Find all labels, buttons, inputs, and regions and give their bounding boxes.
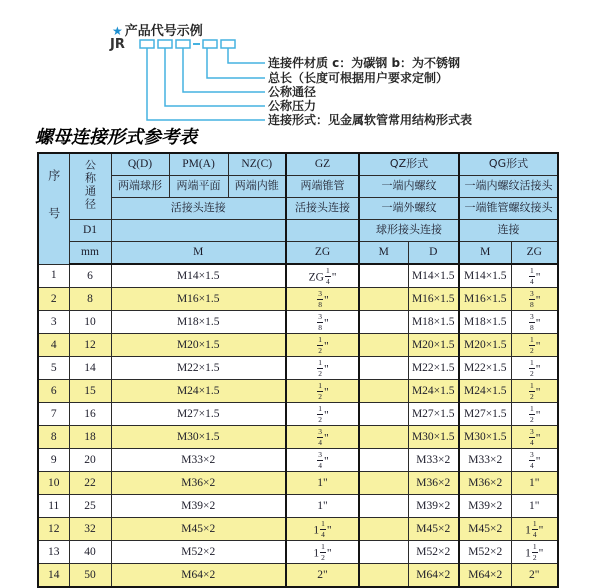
header-dn-label: 公称通径 bbox=[83, 158, 97, 211]
header-endtype-pma: 两端平面 bbox=[169, 176, 228, 198]
cell-qz-m bbox=[359, 334, 408, 357]
code-box-4 bbox=[203, 40, 217, 48]
cell-m: M45×2 bbox=[111, 518, 286, 541]
product-code-prefix: JR bbox=[110, 37, 125, 52]
header-group-qd: Q(D) bbox=[111, 153, 169, 176]
cell-gz: $\frac{1}{2}$ " bbox=[286, 380, 359, 403]
cell-qg-zg: 2" bbox=[511, 564, 558, 588]
cell-seq: 13 bbox=[38, 541, 69, 564]
code-box-5 bbox=[221, 40, 235, 48]
cell-qg-m: M22×1.5 bbox=[459, 357, 511, 380]
cell-dn: 6 bbox=[69, 264, 111, 288]
cell-qz-m bbox=[359, 449, 408, 472]
cell-qz-d: M36×2 bbox=[408, 472, 459, 495]
cell-qg-zg: 1 $\frac{1}{4}$ " bbox=[511, 518, 558, 541]
leader-line-nominal-diameter bbox=[183, 48, 265, 92]
cell-dn: 20 bbox=[69, 449, 111, 472]
cell-gz: 1" bbox=[286, 472, 359, 495]
cell-qg-m: M30×1.5 bbox=[459, 426, 511, 449]
table-row bbox=[38, 518, 558, 541]
header-conn2-qz: 球形接头连接 bbox=[359, 220, 459, 242]
header-unit-mm: mm bbox=[69, 242, 111, 265]
cell-qz-d: M18×1.5 bbox=[408, 311, 459, 334]
cell-gz: $\frac{3}{8}$ " bbox=[286, 311, 359, 334]
header-dn bbox=[69, 153, 111, 220]
cell-gz: $\frac{3}{4}$ " bbox=[286, 426, 359, 449]
cell-seq: 2 bbox=[38, 288, 69, 311]
page-title: 螺母连接形式参考表 bbox=[35, 127, 197, 147]
cell-dn: 22 bbox=[69, 472, 111, 495]
cell-seq: 10 bbox=[38, 472, 69, 495]
cell-qz-m bbox=[359, 518, 408, 541]
cell-qz-m bbox=[359, 472, 408, 495]
cell-qz-m bbox=[359, 264, 408, 288]
header-thread-qg-zg: ZG bbox=[511, 242, 558, 265]
code-box-2 bbox=[158, 40, 172, 48]
cell-m: M22×1.5 bbox=[111, 357, 286, 380]
diagram-heading bbox=[112, 20, 203, 39]
cell-qg-m: M64×2 bbox=[459, 564, 511, 588]
header-endtype-gz: 两端锥管 bbox=[286, 176, 359, 198]
cell-gz: $\frac{1}{2}$ " bbox=[286, 357, 359, 380]
table-row bbox=[38, 426, 558, 449]
cell-m: M20×1.5 bbox=[111, 334, 286, 357]
cell-gz: 1 $\frac{1}{2}$ " bbox=[286, 541, 359, 564]
cell-qg-zg: $\frac{3}{8}$ " bbox=[511, 288, 558, 311]
cell-qg-m: M24×1.5 bbox=[459, 380, 511, 403]
cell-dn: 50 bbox=[69, 564, 111, 588]
cell-dn: 18 bbox=[69, 426, 111, 449]
cell-qg-zg: $\frac{1}{2}$ " bbox=[511, 334, 558, 357]
table-row bbox=[38, 288, 558, 311]
cell-qg-m: M14×1.5 bbox=[459, 264, 511, 288]
cell-qz-d: M27×1.5 bbox=[408, 403, 459, 426]
cell-qz-m bbox=[359, 541, 408, 564]
table-header bbox=[38, 153, 558, 264]
cell-qg-zg: $\frac{3}{4}$ " bbox=[511, 426, 558, 449]
cell-m: M27×1.5 bbox=[111, 403, 286, 426]
header-conn-gz: 活接头连接 bbox=[286, 198, 359, 220]
cell-qz-d: M30×1.5 bbox=[408, 426, 459, 449]
cell-gz: ZG $\frac{1}{4}$ " bbox=[286, 264, 359, 288]
cell-qg-m: M33×2 bbox=[459, 449, 511, 472]
header-group-pma: PM(A) bbox=[169, 153, 228, 176]
header-group-qz: QZ形式 bbox=[359, 153, 459, 176]
cell-m: M33×2 bbox=[111, 449, 286, 472]
header-group-gz: GZ bbox=[286, 153, 359, 176]
code-label-connection-type: 连接形式：见金属软管常用结构形式表 bbox=[268, 113, 473, 127]
cell-gz: $\frac{1}{2}$ " bbox=[286, 334, 359, 357]
cell-m: M14×1.5 bbox=[111, 264, 286, 288]
header-endtype-qz: 一端内螺纹 bbox=[359, 176, 459, 198]
cell-qg-zg: 1" bbox=[511, 472, 558, 495]
cell-dn: 40 bbox=[69, 541, 111, 564]
table-row bbox=[38, 357, 558, 380]
cell-qz-m bbox=[359, 380, 408, 403]
cell-seq: 4 bbox=[38, 334, 69, 357]
cell-qg-zg: $\frac{1}{4}$ " bbox=[511, 264, 558, 288]
cell-qz-m bbox=[359, 495, 408, 518]
cell-m: M36×2 bbox=[111, 472, 286, 495]
cell-qg-m: M27×1.5 bbox=[459, 403, 511, 426]
table-row bbox=[38, 495, 558, 518]
cell-gz: 1" bbox=[286, 495, 359, 518]
header-d1: D1 bbox=[69, 220, 111, 242]
table-row bbox=[38, 403, 558, 426]
cell-qz-d: M22×1.5 bbox=[408, 357, 459, 380]
cell-seq: 3 bbox=[38, 311, 69, 334]
cell-dn: 25 bbox=[69, 495, 111, 518]
cell-qg-m: M45×2 bbox=[459, 518, 511, 541]
cell-m: M64×2 bbox=[111, 564, 286, 588]
cell-qg-zg: $\frac{3}{4}$ " bbox=[511, 449, 558, 472]
header-endtype-nzc: 两端内锥 bbox=[228, 176, 286, 198]
cell-seq: 11 bbox=[38, 495, 69, 518]
header-conn-union: 活接头连接 bbox=[111, 198, 286, 220]
cell-dn: 16 bbox=[69, 403, 111, 426]
cell-gz: $\frac{3}{8}$ " bbox=[286, 288, 359, 311]
table-row bbox=[38, 472, 558, 495]
header-thread-m: M bbox=[111, 242, 286, 265]
cell-qg-m: M18×1.5 bbox=[459, 311, 511, 334]
cell-qg-zg: 1 $\frac{1}{2}$ " bbox=[511, 541, 558, 564]
cell-m: M24×1.5 bbox=[111, 380, 286, 403]
cell-gz: $\frac{1}{2}$ " bbox=[286, 403, 359, 426]
header-endtype-qg: 一端内螺纹活接头 bbox=[459, 176, 558, 198]
cell-qz-d: M45×2 bbox=[408, 518, 459, 541]
cell-qz-d: M16×1.5 bbox=[408, 288, 459, 311]
cell-qg-zg: 1" bbox=[511, 495, 558, 518]
header-seq-label: 序号 bbox=[46, 169, 61, 246]
cell-seq: 14 bbox=[38, 564, 69, 588]
cell-m: M52×2 bbox=[111, 541, 286, 564]
header-endtype-qd: 两端球形 bbox=[111, 176, 169, 198]
cell-m: M18×1.5 bbox=[111, 311, 286, 334]
cell-qz-d: M52×2 bbox=[408, 541, 459, 564]
cell-dn: 12 bbox=[69, 334, 111, 357]
cell-qg-zg: $\frac{1}{2}$ " bbox=[511, 357, 558, 380]
table-row bbox=[38, 380, 558, 403]
cell-qz-d: M64×2 bbox=[408, 564, 459, 588]
table-row bbox=[38, 334, 558, 357]
table-body bbox=[38, 264, 558, 587]
cell-qg-m: M52×2 bbox=[459, 541, 511, 564]
cell-m: M39×2 bbox=[111, 495, 286, 518]
table-row bbox=[38, 264, 558, 288]
cell-dn: 10 bbox=[69, 311, 111, 334]
cell-qz-m bbox=[359, 288, 408, 311]
cell-qz-d: M39×2 bbox=[408, 495, 459, 518]
cell-qz-d: M24×1.5 bbox=[408, 380, 459, 403]
cell-qz-m bbox=[359, 357, 408, 380]
reference-table bbox=[37, 152, 559, 588]
cell-seq: 5 bbox=[38, 357, 69, 380]
header-thread-zg: ZG bbox=[286, 242, 359, 265]
leader-line-material bbox=[228, 48, 265, 63]
star-icon: ★ bbox=[112, 24, 123, 38]
cell-seq: 8 bbox=[38, 426, 69, 449]
cell-dn: 32 bbox=[69, 518, 111, 541]
table-row bbox=[38, 564, 558, 588]
cell-m: M30×1.5 bbox=[111, 426, 286, 449]
header-group-qg: QG形式 bbox=[459, 153, 558, 176]
code-label-nominal-diameter: 公称通径 bbox=[268, 85, 317, 99]
table-row bbox=[38, 311, 558, 334]
cell-dn: 14 bbox=[69, 357, 111, 380]
cell-qg-zg: $\frac{1}{2}$ " bbox=[511, 380, 558, 403]
cell-seq: 12 bbox=[38, 518, 69, 541]
code-label-material: 连接件材质 c：为碳钢 b：为不锈钢 bbox=[268, 56, 461, 70]
code-box-3 bbox=[176, 40, 190, 48]
header-group-nzc: NZ(C) bbox=[228, 153, 286, 176]
cell-seq: 9 bbox=[38, 449, 69, 472]
code-label-total-length: 总长（长度可根据用户要求定制） bbox=[268, 71, 449, 85]
diagram-heading-text: 产品代号示例 bbox=[124, 24, 203, 39]
cell-qz-m bbox=[359, 426, 408, 449]
header-conn-qg: 一端锥管螺纹接头 bbox=[459, 198, 558, 220]
cell-qz-d: M33×2 bbox=[408, 449, 459, 472]
cell-seq: 7 bbox=[38, 403, 69, 426]
cell-qg-m: M36×2 bbox=[459, 472, 511, 495]
cell-qz-m bbox=[359, 311, 408, 334]
cell-dn: 15 bbox=[69, 380, 111, 403]
cell-qg-zg: $\frac{3}{8}$ " bbox=[511, 311, 558, 334]
header-thread-qg-m: M bbox=[459, 242, 511, 265]
cell-gz: $\frac{3}{4}$ " bbox=[286, 449, 359, 472]
cell-qg-zg: $\frac{1}{2}$ " bbox=[511, 403, 558, 426]
header-conn2-qg: 连接 bbox=[459, 220, 558, 242]
header-empty-m bbox=[111, 220, 286, 242]
cell-gz: 1 $\frac{1}{4}$ " bbox=[286, 518, 359, 541]
cell-seq: 6 bbox=[38, 380, 69, 403]
cell-dn: 8 bbox=[69, 288, 111, 311]
header-empty-gz bbox=[286, 220, 359, 242]
code-label-nominal-pressure: 公称压力 bbox=[268, 99, 317, 113]
cell-qz-m bbox=[359, 564, 408, 588]
cell-qz-d: M14×1.5 bbox=[408, 264, 459, 288]
cell-qg-m: M39×2 bbox=[459, 495, 511, 518]
code-box-1 bbox=[140, 40, 154, 48]
cell-qz-d: M20×1.5 bbox=[408, 334, 459, 357]
cell-qg-m: M20×1.5 bbox=[459, 334, 511, 357]
cell-qz-m bbox=[359, 403, 408, 426]
header-thread-qz-d: D bbox=[408, 242, 459, 265]
cell-m: M16×1.5 bbox=[111, 288, 286, 311]
leader-line-nominal-pressure bbox=[165, 48, 265, 106]
header-seq bbox=[38, 153, 69, 264]
table-row bbox=[38, 449, 558, 472]
header-conn-qz: 一端外螺纹 bbox=[359, 198, 459, 220]
cell-qg-m: M16×1.5 bbox=[459, 288, 511, 311]
table-row bbox=[38, 541, 558, 564]
cell-seq: 1 bbox=[38, 264, 69, 288]
header-thread-qz-m: M bbox=[359, 242, 408, 265]
cell-gz: 2" bbox=[286, 564, 359, 588]
